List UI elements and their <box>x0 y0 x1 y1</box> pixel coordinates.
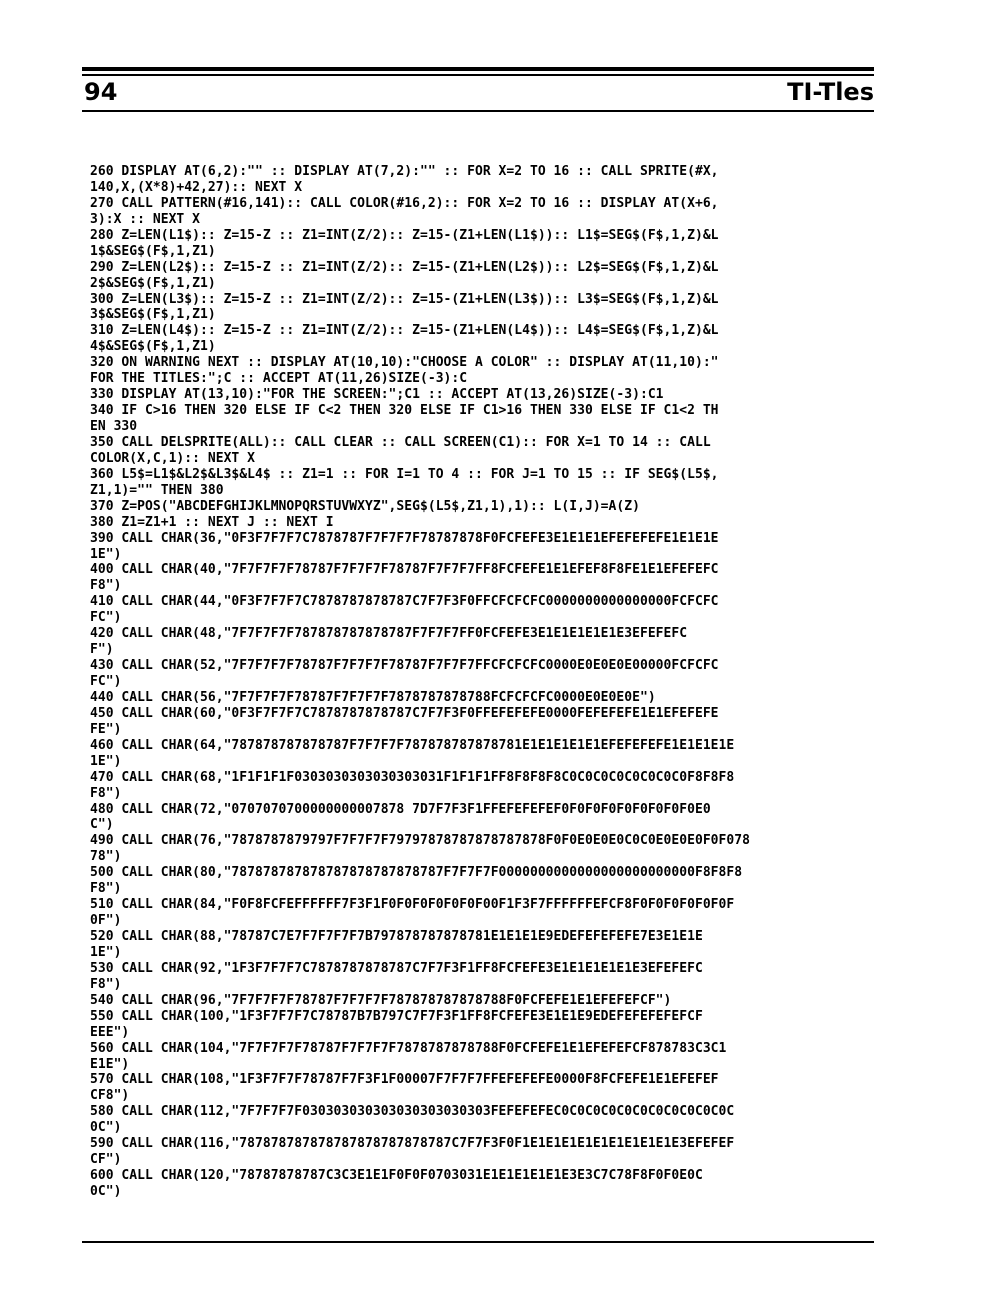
code-line: 4$&SEG$(F$,1,Z1) <box>90 339 216 355</box>
code-line: 140,X,(X*8)+42,27):: NEXT X <box>90 179 303 195</box>
code-line: EN 330 <box>90 419 138 434</box>
code-line: 560 CALL CHAR(104,"7F7F7F7F78787F7F7F7F7878787878788F0FCFEFE1E1EFEFEFCF878783C3C1 <box>90 1040 727 1056</box>
code-line: 360 L5$=L1$&L2$&L3$&L4$ :: Z1=1 :: FOR I=1 TO 4 :: FOR J=1 TO 15 :: IF SEG$(L5$, <box>90 466 719 482</box>
code-line: Z1,1)="" THEN 380 <box>90 482 224 498</box>
code-line: 550 CALL CHAR(100,"1F3F7F7F7C78787B7B797C7F7F3F1FF8FCFEFE3E1E1E9EDEFEFEFEFEFCF <box>90 1008 703 1024</box>
running-title: TI-Tles <box>787 78 874 106</box>
code-line: 590 CALL CHAR(116,"787878787878787878787878787C7F7F3F0F1E1E1E1E1E1E1E1E1E1E3EFEFEF <box>90 1136 735 1152</box>
code-line: 3):X :: NEXT X <box>90 211 200 227</box>
code-line: 290 Z=LEN(L2$):: Z=15-Z :: Z1=INT(Z/2):: Z=15-(Z1+LEN(L2$)):: L2$=SEG$(F$,1,Z)&L <box>90 259 719 275</box>
header-rule-thin <box>82 74 874 76</box>
code-line: 350 CALL DELSPRITE(ALL):: CALL CLEAR :: CALL SCREEN(C1):: FOR X=1 TO 14 :: CALL <box>90 434 711 450</box>
code-line: 0F") <box>90 913 122 929</box>
code-line: 460 CALL CHAR(64,"787878787878787F7F7F7F787878787878781E1E1E1E1E1EFEFEFEFE1E1E1E1E <box>90 737 735 753</box>
code-line: F") <box>90 642 114 658</box>
code-line: F8") <box>90 578 122 594</box>
code-line: 420 CALL CHAR(48,"7F7F7F7F787878787878787F7F7F7FF0FCFEFE3E1E1E1E1E1E3EFEFEFC <box>90 626 688 642</box>
code-line: 78") <box>90 849 122 865</box>
code-line: C") <box>90 817 114 833</box>
header-underline <box>82 110 874 112</box>
code-line: 600 CALL CHAR(120,"78787878787C3C3E1E1F0F0F0703031E1E1E1E1E1E3E3C7C78F8F0F0E0C <box>90 1168 703 1184</box>
footer-rule <box>82 1241 874 1243</box>
code-line: 0C") <box>90 1120 122 1136</box>
code-line: 510 CALL CHAR(84,"F0F8FCFEFFFFFF7F3F1F0F0F0F0F0F0F00F1F3F7FFFFFFEFCF8F0F0F0F0F0F0F <box>90 897 735 913</box>
code-line: E1E") <box>90 1056 130 1072</box>
code-line: 470 CALL CHAR(68,"1F1F1F1F0303030303030303031F1F1F1FF8F8F8F8C0C0C0C0C0C0C0C0F8F8F8 <box>90 769 735 785</box>
code-line: 320 ON WARNING NEXT :: DISPLAY AT(10,10):"CHOOSE A COLOR" :: DISPLAY AT(11,10):" <box>90 355 719 371</box>
code-line: 3$&SEG$(F$,1,Z1) <box>90 307 216 323</box>
code-line: 280 Z=LEN(L1$):: Z=15-Z :: Z1=INT(Z/2):: Z=15-(Z1+LEN(L1$)):: L1$=SEG$(F$,1,Z)&L <box>90 227 719 243</box>
page-number: 94 <box>84 78 118 106</box>
code-line: 570 CALL CHAR(108,"1F3F7F7F78787F7F3F1F00007F7F7F7FFEFEFEFE0000F8FCFEFE1E1EFEFEF <box>90 1072 719 1088</box>
code-line: 440 CALL CHAR(56,"7F7F7F7F78787F7F7F7F7878787878788FCFCFCFC0000E0E0E0E") <box>90 689 656 705</box>
code-line: 370 Z=POS("ABCDEFGHIJKLMNOPQRSTUVWXYZ",SEG$(L5$,Z1,1),1):: L(I,J)=A(Z) <box>90 498 640 514</box>
code-line: 480 CALL CHAR(72,"0707070700000000007878 7D7F7F3F1FFEFEFEFEF0F0F0F0F0F0F0F0F0E0 <box>90 801 711 817</box>
code-listing <box>90 164 870 1200</box>
code-line: CF8") <box>90 1088 130 1104</box>
code-line: F8") <box>90 976 122 992</box>
code-line: 490 CALL CHAR(76,"7878787879797F7F7F7F79797878787878787878F0F0E0E0E0C0C0E0E0E0F0F078 <box>90 833 750 849</box>
code-line: 520 CALL CHAR(88,"78787C7E7F7F7F7F7B797878787878781E1E1E1E9EDEFEFEFEFE7E3E1E1E <box>90 929 703 944</box>
code-line: F8") <box>90 881 122 897</box>
code-line: 390 CALL CHAR(36,"0F3F7F7F7C7878787F7F7F7F78787878F0FCFEFE3E1E1E1EFEFEFEFE1E1E1E <box>90 530 719 546</box>
page-header <box>84 78 874 110</box>
code-line: 530 CALL CHAR(92,"1F3F7F7F7C7878787878787C7F7F3F1FF8FCFEFE3E1E1E1E1E1E3EFEFEFC <box>90 960 703 976</box>
code-line: 450 CALL CHAR(60,"0F3F7F7F7C7878787878787C7F7F3F0FFEFEFEFE0000FEFEFEFE1E1EFEFEFE <box>90 705 719 721</box>
code-line: FOR THE TITLES:";C :: ACCEPT AT(11,26)SIZE(-3):C <box>90 371 468 387</box>
code-line: COLOR(X,C,1):: NEXT X <box>90 450 255 466</box>
code-line: 500 CALL CHAR(80,"787878787878787878787878787F7F7F7F0000000000000000000000000F8F8F8 <box>90 865 743 881</box>
code-line: FE") <box>90 721 122 737</box>
code-line: 1E") <box>90 753 122 769</box>
code-line: 300 Z=LEN(L3$):: Z=15-Z :: Z1=INT(Z/2):: Z=15-(Z1+LEN(L3$)):: L3$=SEG$(F$,1,Z)&L <box>90 291 719 307</box>
code-line: FC") <box>90 610 122 626</box>
code-line: EEE") <box>90 1024 130 1040</box>
code-line: 0C") <box>90 1184 122 1199</box>
code-line: 330 DISPLAY AT(13,10):"FOR THE SCREEN:";C1 :: ACCEPT AT(13,26)SIZE(-3):C1 <box>90 387 664 403</box>
code-line: FC") <box>90 674 122 689</box>
code-line: 340 IF C>16 THEN 320 ELSE IF C<2 THEN 320 ELSE IF C1>16 THEN 330 ELSE IF C1<2 TH <box>90 403 719 419</box>
code-line: 380 Z1=Z1+1 :: NEXT J :: NEXT I <box>90 514 334 530</box>
code-line: 410 CALL CHAR(44,"0F3F7F7F7C7878787878787C7F7F3F0FFCFCFCFC0000000000000000FCFCFC <box>90 594 719 610</box>
code-line: 1E") <box>90 546 122 562</box>
code-line: 1E") <box>90 944 122 960</box>
code-line: CF") <box>90 1152 122 1168</box>
code-line: 260 DISPLAY AT(6,2):"" :: DISPLAY AT(7,2):"" :: FOR X=2 TO 16 :: CALL SPRITE(#X, <box>90 164 719 179</box>
code-line: 540 CALL CHAR(96,"7F7F7F7F78787F7F7F7F787878787878788F0FCFEFE1E1EFEFEFCF") <box>90 992 672 1008</box>
code-line: 400 CALL CHAR(40,"7F7F7F7F78787F7F7F7F78787F7F7F7FF8FCFEFE1E1EFEF8F8FE1E1EFEFEFC <box>90 562 719 578</box>
code-line: 270 CALL PATTERN(#16,141):: CALL COLOR(#16,2):: FOR X=2 TO 16 :: DISPLAY AT(X+6, <box>90 195 719 211</box>
code-line: 2$&SEG$(F$,1,Z1) <box>90 275 216 291</box>
header-rule-thick <box>82 67 874 71</box>
code-line: 430 CALL CHAR(52,"7F7F7F7F78787F7F7F7F78787F7F7F7FFCFCFCFC0000E0E0E0E00000FCFCFC <box>90 658 719 674</box>
code-line: 310 Z=LEN(L4$):: Z=15-Z :: Z1=INT(Z/2):: Z=15-(Z1+LEN(L4$)):: L4$=SEG$(F$,1,Z)&L <box>90 323 719 339</box>
code-line: F8") <box>90 785 122 801</box>
code-line: 580 CALL CHAR(112,"7F7F7F7F030303030303030303030303FEFEFEFEC0C0C0C0C0C0C0C0C0C0C0C <box>90 1104 735 1120</box>
code-line: 1$&SEG$(F$,1,Z1) <box>90 243 216 259</box>
